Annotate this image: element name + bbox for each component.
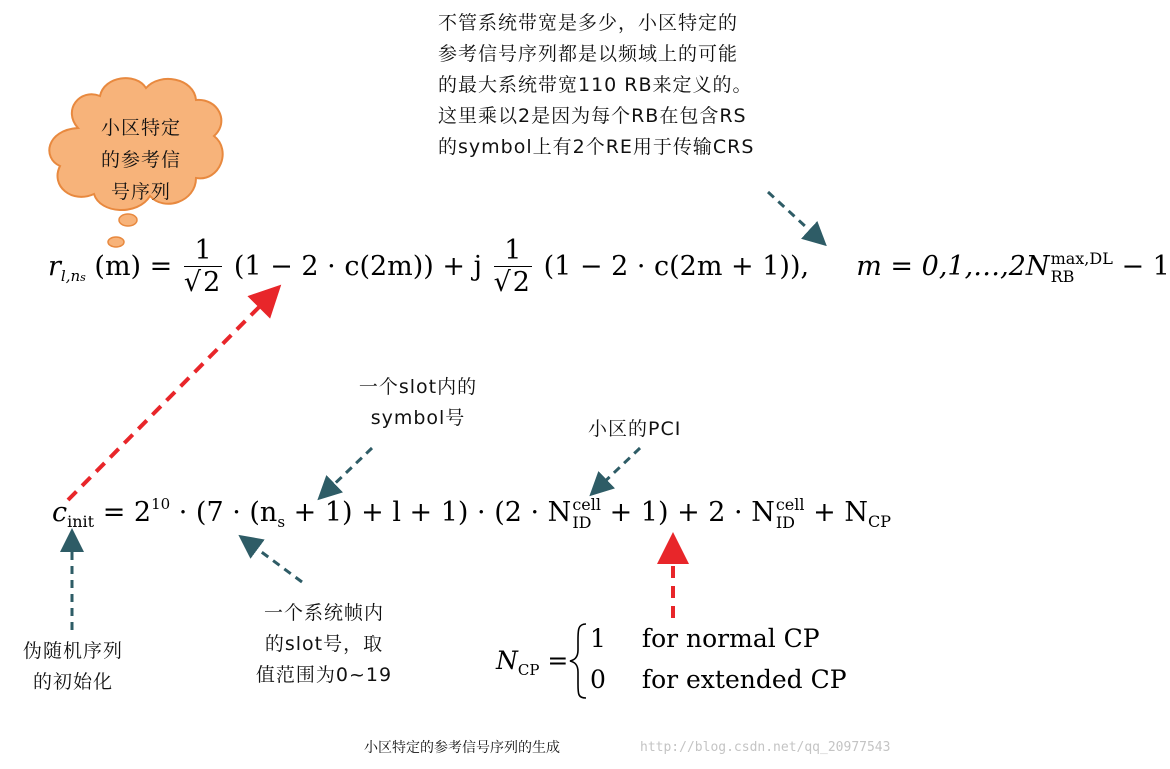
- bandwidth-note-line: 不管系统带宽是多少，小区特定的: [438, 12, 739, 34]
- cinit-eq: = 2: [102, 497, 152, 528]
- cloud-note-line: 号序列: [110, 181, 171, 203]
- slot-note: [234, 598, 414, 691]
- rs-term1: (1 − 2 · c(2m)) + j: [233, 251, 482, 282]
- rs-range-tail: − 1: [1121, 251, 1170, 282]
- cloud-bubble-large: [119, 214, 137, 226]
- init-note-line: 的初始化: [32, 671, 113, 693]
- cloud-note-line: 小区特定: [100, 117, 181, 139]
- symbol-note-line: symbol号: [370, 407, 466, 429]
- bandwidth-note-line: 这里乘以2是因为每个RB在包含RS: [438, 105, 747, 127]
- sqrt-value: 2: [512, 267, 530, 298]
- cinit-ns-sub: s: [277, 513, 286, 531]
- ncp-case2-text: for extended CP: [641, 665, 847, 694]
- arrow-init-to-c: [68, 296, 270, 500]
- cinit-cp-sub: CP: [867, 512, 891, 531]
- arrow-to-l: [326, 448, 372, 492]
- pci-note: 小区的PCI: [588, 418, 682, 440]
- slot-note-line: 的slot号，取: [264, 633, 384, 655]
- cinit-lhs-sub: init: [67, 512, 95, 531]
- ncp-case2-val: 0: [590, 665, 606, 694]
- sqrt-value: 2: [203, 267, 221, 298]
- cloud-note: [86, 112, 196, 208]
- ncp-case1-val: 1: [590, 624, 606, 653]
- arrow-to-nrb: [768, 192, 818, 238]
- ncp-lhs-sub: CP: [517, 661, 540, 679]
- frac-numerator: 1: [494, 236, 532, 267]
- cases-brace: [570, 624, 586, 698]
- cinit-part1: · (7 · (n: [178, 497, 278, 528]
- ncp-formula-lhs: [496, 646, 568, 679]
- init-note: [8, 636, 138, 698]
- rs-range-sup: max,DL: [1050, 248, 1113, 268]
- ncp-case-extended: [590, 665, 847, 694]
- bandwidth-note: [438, 8, 754, 163]
- bandwidth-note-line: 的最大系统带宽110 RB来定义的。: [438, 74, 753, 96]
- cinit-lhs: c: [52, 497, 68, 528]
- rs-lhs-arg: (m) =: [94, 251, 173, 282]
- slot-note-line: 值范围为0~19: [255, 664, 393, 686]
- ncp-lhs: N: [496, 646, 518, 675]
- rs-term2: (1 − 2 · c(2m + 1)),: [543, 251, 810, 282]
- cinit-part3: + 1) + 2 · N: [609, 497, 775, 528]
- ncp-case1-text: for normal CP: [641, 624, 820, 653]
- symbol-note-line: 一个slot内的: [358, 376, 478, 398]
- cinit-part4: + N: [813, 497, 868, 528]
- cinit-formula: [52, 495, 891, 532]
- bandwidth-note-line: 的symbol上有2个RE用于传输CRS: [438, 136, 755, 158]
- id-sub: ID: [775, 512, 795, 532]
- rs-lhs-sub: l,n: [60, 267, 81, 285]
- bandwidth-note-line: 参考信号序列都是以频域上的可能: [438, 43, 739, 65]
- rs-lhs-r: r: [48, 251, 61, 282]
- slot-note-line: 一个系统帧内: [263, 602, 384, 624]
- cell-sup: cell: [775, 494, 805, 514]
- figure-caption: 小区特定的参考信号序列的生成: [364, 740, 560, 756]
- ncp-case-normal: [590, 624, 820, 653]
- cinit-part2: + 1) + l + 1) · (2 · N: [293, 497, 572, 528]
- cell-sup: cell: [572, 494, 601, 514]
- init-note-line: 伪随机序列: [22, 640, 123, 662]
- symbol-note: [336, 372, 500, 434]
- arrow-to-nid: [598, 448, 640, 488]
- watermark: http://blog.csdn.net/qq_20977543: [640, 740, 891, 755]
- id-sub: ID: [572, 512, 592, 532]
- cinit-exp: 10: [151, 495, 171, 513]
- rs-lhs-sub-s: s: [80, 271, 86, 284]
- ncp-eq: =: [547, 646, 569, 675]
- rs-range-sub: RB: [1050, 266, 1075, 286]
- rs-sequence-formula: $r_{l,ns}$ (m) = $\frac{1}{√2}$ (1 − 2 · c(2m)) + j $\frac{1}{√2}$ (1 − 2 · c(2m + 1)), m = 0,1,…,2N max,DL RB − 1: [48, 235, 1170, 298]
- arrow-to-ns: [248, 542, 302, 582]
- cloud-note-line: 的参考信: [100, 149, 181, 171]
- frac-numerator: 1: [184, 236, 222, 267]
- rs-range: m = 0,1,…,2N: [856, 251, 1050, 282]
